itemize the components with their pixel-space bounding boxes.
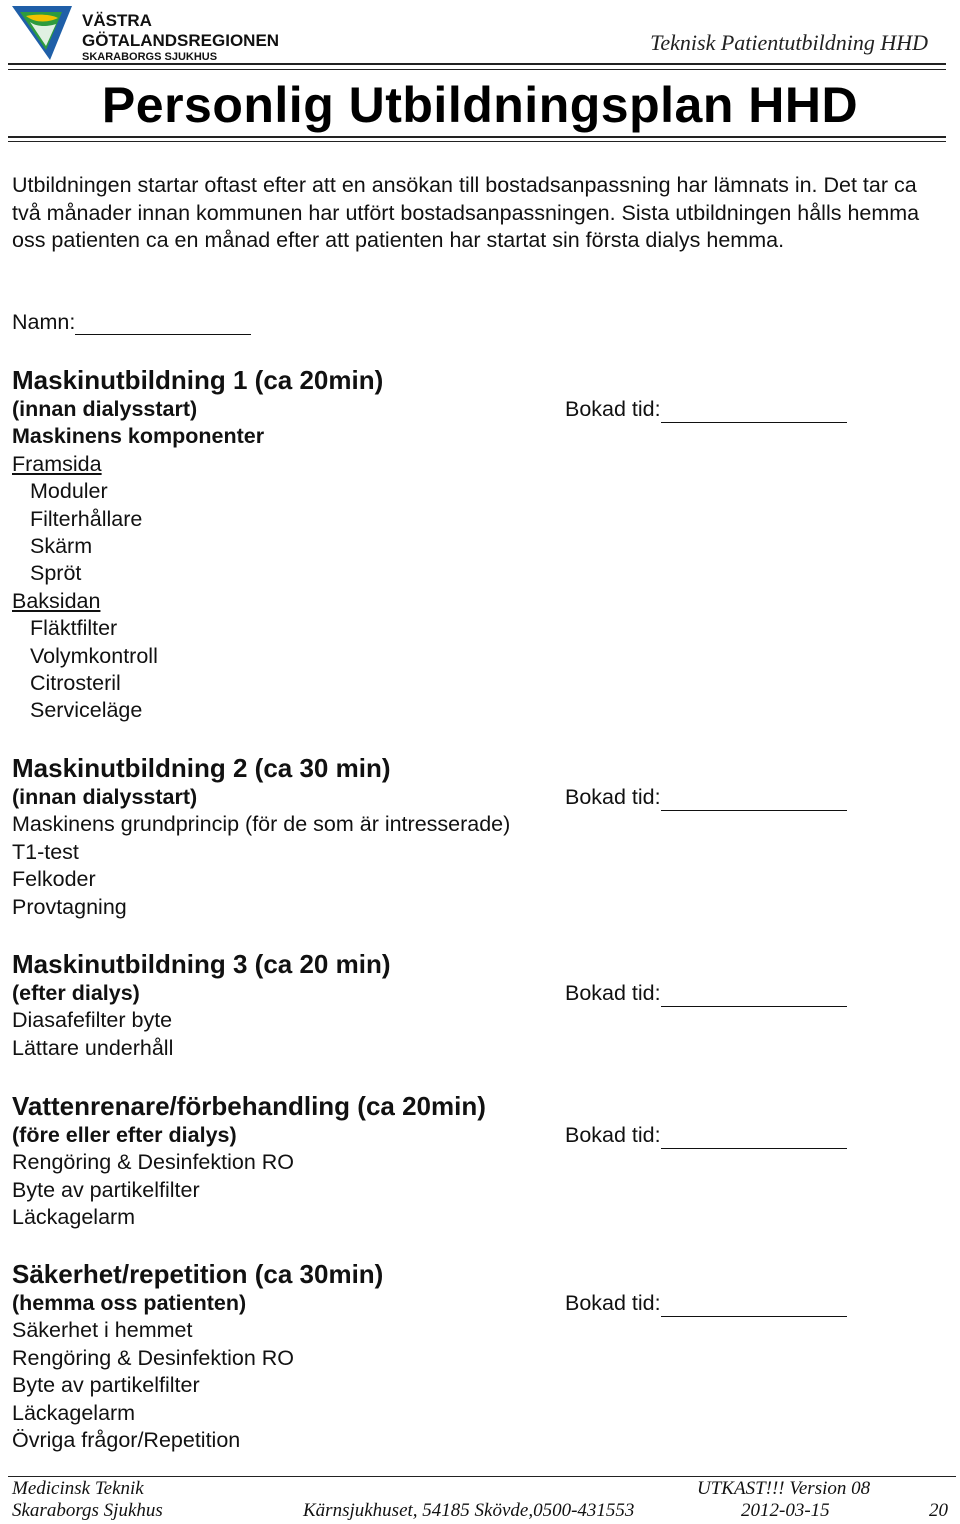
list-item: Säkerhet i hemmet xyxy=(12,1318,193,1343)
section-maskinutbildning-2 xyxy=(12,752,912,921)
list-item: Skärm xyxy=(30,533,93,558)
list-item: Spröt xyxy=(30,561,82,586)
namn-field[interactable] xyxy=(12,310,251,335)
list-item: Läckagelarm xyxy=(12,1205,136,1230)
list-item: Rengöring & Desinfektion RO xyxy=(12,1345,295,1370)
bokad-tid-field[interactable] xyxy=(565,396,847,423)
list-item: Lättare underhåll xyxy=(12,1035,174,1060)
namn-blank-line[interactable] xyxy=(75,314,251,335)
section-maskinutbildning-3 xyxy=(12,948,912,1062)
bokad-tid-label: Bokad tid: xyxy=(565,1123,661,1147)
list-item: Rengöring & Desinfektion RO xyxy=(12,1150,295,1175)
section-title: Maskinutbildning 3 (ca 20 min) xyxy=(12,949,391,979)
footer-page-number: 20 xyxy=(929,1500,948,1521)
footer-address: Kärnsjukhuset, 54185 Skövde,0500-431553 xyxy=(303,1500,635,1521)
list-item: Diasafefilter byte xyxy=(12,1008,173,1033)
bokad-tid-field[interactable] xyxy=(565,1122,847,1149)
bokad-tid-blank-line[interactable] xyxy=(661,1296,847,1317)
footer-date: 2012-03-15 xyxy=(741,1500,830,1521)
section-subtitle: (efter dialys) xyxy=(12,981,140,1005)
bokad-tid-label: Bokad tid: xyxy=(565,397,661,421)
footer-department: Medicinsk Teknik xyxy=(12,1478,144,1499)
bokad-tid-field[interactable] xyxy=(565,980,847,1007)
namn-label: Namn: xyxy=(12,310,76,334)
section-subtitle: (innan dialysstart) xyxy=(12,785,198,809)
section-sakerhet-repetition xyxy=(12,1258,912,1454)
footer-hospital: Skaraborgs Sjukhus xyxy=(12,1500,163,1521)
header-rule-bottom xyxy=(8,69,946,70)
list-item: Byte av partikelfilter xyxy=(12,1373,200,1398)
bokad-tid-field[interactable] xyxy=(565,784,847,811)
bokad-tid-label: Bokad tid: xyxy=(565,1291,661,1315)
list-item: Moduler xyxy=(30,479,108,504)
list-item: Baksidan xyxy=(12,588,101,613)
bokad-tid-blank-line[interactable] xyxy=(661,986,847,1007)
section-subtitle: (hemma oss patienten) xyxy=(12,1291,247,1315)
list-item: Provtagning xyxy=(12,894,127,919)
bokad-tid-field[interactable] xyxy=(565,1290,847,1317)
page-title: Personlig Utbildningsplan HHD xyxy=(101,77,859,133)
section-subtitle: (innan dialysstart) xyxy=(12,397,198,421)
section-maskinutbildning-1 xyxy=(12,364,912,725)
bokad-tid-blank-line[interactable] xyxy=(661,790,847,811)
list-item: Filterhållare xyxy=(30,506,143,531)
list-item: Serviceläge xyxy=(30,698,143,723)
footer-rule xyxy=(8,1476,956,1477)
list-item: T1-test xyxy=(12,839,79,864)
section-vattenrenare xyxy=(12,1090,912,1232)
list-item: Övriga frågor/Repetition xyxy=(12,1427,241,1452)
logo-line-2: GÖTALANDSREGIONEN xyxy=(82,31,280,50)
header-rule-top xyxy=(8,63,946,65)
header-document-title: Teknisk Patientutbildning HHD xyxy=(650,30,928,55)
list-item: Maskinens komponenter xyxy=(12,424,265,449)
vgr-logo xyxy=(10,2,310,64)
bokad-tid-label: Bokad tid: xyxy=(565,785,661,809)
logo-line-1: VÄSTRA xyxy=(82,11,152,30)
list-item: Framsida xyxy=(12,451,102,476)
bokad-tid-blank-line[interactable] xyxy=(661,402,847,423)
bokad-tid-label: Bokad tid: xyxy=(565,981,661,1005)
list-item: Läckagelarm xyxy=(12,1400,136,1425)
section-title: Säkerhet/repetition (ca 30min) xyxy=(12,1259,384,1289)
title-rule-top xyxy=(8,136,946,138)
list-item: Byte av partikelfilter xyxy=(12,1177,200,1202)
section-title: Maskinutbildning 1 (ca 20min) xyxy=(12,365,384,395)
section-subtitle: (före eller efter dialys) xyxy=(12,1123,237,1147)
footer-version: UTKAST!!! Version 08 xyxy=(697,1478,871,1499)
logo-line-3: SKARABORGS SJUKHUS xyxy=(82,51,218,63)
list-item: Felkoder xyxy=(12,867,96,892)
section-title: Vattenrenare/förbehandling (ca 20min) xyxy=(12,1091,486,1121)
title-rule-bottom xyxy=(8,141,946,142)
list-item: Volymkontroll xyxy=(30,643,158,668)
list-item: Citrosteril xyxy=(30,670,121,695)
list-item: Maskinens grundprincip (för de som är intresserade) xyxy=(12,812,511,837)
bokad-tid-blank-line[interactable] xyxy=(661,1128,847,1149)
list-item: Fläktfilter xyxy=(30,616,118,641)
intro-paragraph: Utbildningen startar oftast efter att en ansökan till bostadsanpassning har lämnats in. Det tar ca två månader innan kommunen har utfört bostadsanpassningen. Sista utbildningen hålls hemma oss patienten ca en månad efter att patienten har startat sin första dialys hemma. xyxy=(12,173,920,252)
section-title: Maskinutbildning 2 (ca 30 min) xyxy=(12,753,391,783)
